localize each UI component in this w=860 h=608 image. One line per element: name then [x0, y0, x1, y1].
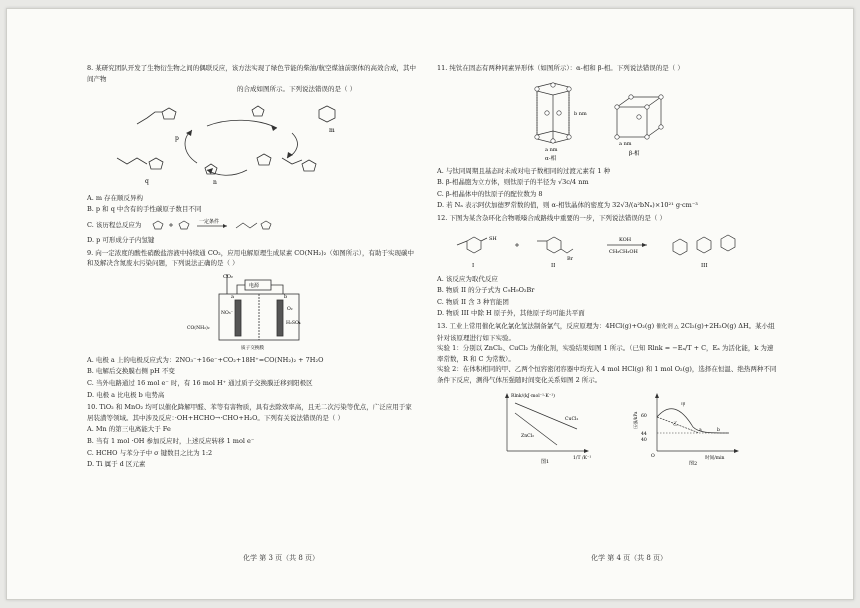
question-13: [437, 321, 777, 465]
q13-fig2-y44: 44: [641, 431, 647, 437]
q13-fig2-yi: 乙: [673, 421, 678, 427]
q12-reaction-diagram: [437, 227, 777, 271]
q13-stem-line: [437, 321, 777, 343]
q12-stem: 12. 下图为某含杂环化合物哌嗪合成路线中重要的一步，下列说法错误的是（ ）: [437, 213, 666, 222]
q9-label-o2: O₂: [287, 306, 293, 312]
q11-label-a2: a nm: [619, 140, 632, 147]
q12-label-ii: II: [551, 262, 556, 269]
q9-option-b: B. 电解后交换膜右侧 pH 不变: [87, 367, 175, 376]
q9-label-h2so4: H₂SO₄: [286, 320, 301, 326]
q13-fig2-xlabel: 时间/min: [705, 455, 725, 461]
q11-crystal-diagram: [437, 77, 777, 163]
q8-cycle-svg: [87, 98, 417, 190]
q13-stem2: 2Cl₂(g)+2H₂O(g) ΔH。某小组针对该原理进行如下实验。: [437, 321, 775, 342]
q8-label-n: n: [213, 178, 217, 186]
q8-label-m: m: [329, 126, 335, 134]
q8-label-q: q: [145, 177, 149, 185]
footer-left: 化学 第 3 页（共 8 页）: [243, 554, 320, 562]
q9-label-urea: CO(NH₂)₂: [187, 325, 210, 331]
q9-electrolysis-svg: [87, 272, 417, 352]
q13-fig2-ylabel: 压强/kPa: [633, 411, 638, 429]
q10-option-b: B. 当有 1 mol ·OH 参加反应时，上述反应转移 1 mol e⁻: [87, 436, 255, 445]
left-column: [87, 63, 417, 472]
q12-option-b: B. 物质 II 的分子式为 C₉H₉O₂Br: [437, 286, 535, 295]
q9-stem: 9. 向一定浓度的酸性硝酸盐溶液中持续通 CO₂，应用电解原理生成尿素 CO(NH₂)₂（如图所示），有助于实现碳中和及解决含氮废水污染问题，下列说法正确的是（ ）: [87, 248, 414, 268]
q8-option-c: [87, 216, 417, 234]
q13-fig1-caption: 图1: [541, 458, 550, 465]
question-12: [437, 213, 777, 319]
q12-label-iii: III: [701, 262, 708, 269]
q8-option-b: B. p 和 q 中含有的手性碳原子数目不同: [87, 205, 202, 214]
exam-sheet: [6, 8, 854, 600]
question-10: [87, 402, 417, 470]
q10-stem: 10. TiO₂ 和 MnO₂ 均可以催化降解甲醛、苯等有害物质，具有去除效率高，且无二次污染等优点，广泛应用于家居装潢等领域。其中涉及反应：·OH+HCHO→·CHO+H₂O。下列有关说法错误的是（ ）: [87, 403, 412, 422]
q9-option-a: A. 电极 a 上的电极反应式为：2NO₃⁻+16e⁻+CO₂+18H⁺=CO(NH₂)₂ + 7H₂O: [87, 355, 324, 364]
q13-exp1: 实验 1：分别以 ZnCl₂、CuCl₂ 为催化剂，实验结果如图 1 所示。（已知 Rlnk = −Eₐ/T + C，Eₐ 为活化能，k 为速率常数，R 和 C 为常数）。: [437, 344, 774, 363]
q8-stem: 8. 某研究团队开发了生物衍生物之间的偶联反应，该方法实现了绿色节能的柴油/航空煤油前驱体的高效合成，其中间产物: [87, 64, 416, 83]
q10-option-c: C. HCHO 与苯分子中 σ 键数目之比为 1:2: [87, 448, 213, 457]
q12-label-sh: SH: [489, 235, 497, 242]
q13-fig2-a: a: [699, 427, 702, 433]
q9-label-b: b: [284, 293, 288, 300]
q13-fig2-b: b: [717, 427, 720, 433]
q12-option-c: C. 物质 II 含 3 种官能团: [437, 297, 509, 306]
q8-cycle-diagram: [87, 98, 417, 190]
q8-option-a: A. m 存在顺反异构: [87, 193, 144, 202]
q11-option-d: [437, 200, 777, 211]
q13-exp2: 实验 2：在体积相同的甲、乙两个恒容密闭容器中均充入 4 mol HCl(g) 和 1 mol O₂(g)，选择在恒温、绝热两种不同条件下反应，测得气体压强随时间变化关系如图 2 所示。: [437, 365, 777, 384]
q13-fig1-ylabel: Rlnk/(kJ·mol⁻¹·K⁻¹): [511, 393, 555, 399]
q13-fig1-zncl2: ZnCl₂: [521, 433, 534, 439]
q8-stem2: 的合成如图所示。下列说法错误的是（ ）: [237, 85, 357, 94]
q12-label-br: Br: [567, 255, 574, 262]
q11-stem: 11. 纯钛在固态有两种同素异形体（如图所示）：α-相和 β-相。下列说法错误的是（ ）: [437, 64, 684, 72]
q9-label-power: 电源: [249, 282, 260, 289]
q9-option-c: C. 当外电路通过 16 mol e⁻ 时，有 16 mol H⁺ 通过质子交换膜迁移到阳极区: [87, 378, 313, 387]
q11-option-b: [437, 177, 777, 188]
q8-option-d: D. p 可形成分子内氢键: [87, 235, 155, 244]
q12-label-i: I: [472, 262, 475, 269]
q8-label-p: p: [175, 134, 179, 142]
q10-option-d: D. Ti 属于 d 区元素: [87, 460, 146, 469]
q11-option-b-text: B. β-相晶胞为立方体，则钛原子的半径为: [437, 178, 556, 187]
q11-option-d-expr: 32√3/(a²bNₐ)×10²¹ g·cm⁻³: [612, 201, 698, 210]
q13-stem: 13. 工业上常用催化氧化氯化氢法制备氯气，反应原理为：4HCl(g)+O₂(g): [437, 321, 655, 330]
q13-fig2-y60: 60: [641, 413, 647, 419]
q11-label-b: b nm: [574, 110, 587, 117]
q11-option-b-expr: √3c/4 nm: [557, 178, 589, 187]
q11-label-a: a nm: [545, 146, 558, 153]
q11-option-c: C. β-相晶体中的钛原子的配位数为 8: [437, 189, 543, 198]
question-9: [87, 248, 417, 401]
q8-option-c-text: C. 该历程总反应为: [87, 220, 142, 229]
q12-reaction-svg: [437, 227, 777, 271]
q11-crystal-svg: [437, 77, 777, 163]
q12-option-d: D. 物质 III 中除 H 原子外，其他原子均可能共平面: [437, 309, 585, 318]
q12-label-reagent: KOH: [619, 236, 632, 243]
q11-option-a: A. 与钛同周期且基态时未成对电子数相同的过渡元素有 1 种: [437, 166, 611, 175]
q9-label-co2: CO₂: [223, 273, 233, 280]
right-column: [437, 63, 777, 468]
q9-label-no3: NO₃⁻: [221, 310, 234, 316]
q9-label-a: a: [231, 293, 234, 300]
q13-fig2-jia: 甲: [681, 402, 686, 408]
q8-arrow-label: 一定条件: [199, 218, 220, 225]
footer-right: 化学 第 4 页（共 8 页）: [591, 554, 668, 562]
question-11: [437, 63, 777, 211]
q13-fig2-y40: 40: [641, 437, 647, 443]
q9-label-membrane: 质子交换膜: [241, 345, 264, 351]
question-8: [87, 63, 417, 246]
q9-option-d: D. 电极 a 比电极 b 电势高: [87, 390, 165, 399]
q13-figures-svg: [437, 389, 777, 465]
q8-overall-reaction-svg: [141, 216, 291, 234]
q13-figures: [437, 389, 777, 465]
q9-electrolysis-diagram: [87, 272, 417, 352]
q13-fig1-cucl2: CuCl₂: [565, 416, 579, 422]
q11-option-d-text: D. 若 Nₐ 表示阿伏加德罗常数的值，则 α-相钛晶体的密度为: [437, 201, 611, 210]
q11-label-beta: β-相: [629, 150, 640, 157]
q12-option-a: A. 该反应为取代反应: [437, 274, 498, 283]
q11-label-alpha: α-相: [545, 155, 557, 162]
q13-fig1-xlabel: 1/T /K⁻¹: [573, 455, 592, 461]
q13-condition: 催化剂 △: [656, 323, 679, 330]
q12-label-solvent: CH₃CH₂OH: [609, 248, 638, 255]
q13-fig2-o: O: [651, 453, 655, 459]
q13-fig2-caption: 图2: [689, 460, 698, 465]
q10-option-a: A. Mn 的第三电离能大于 Fe: [87, 425, 171, 434]
